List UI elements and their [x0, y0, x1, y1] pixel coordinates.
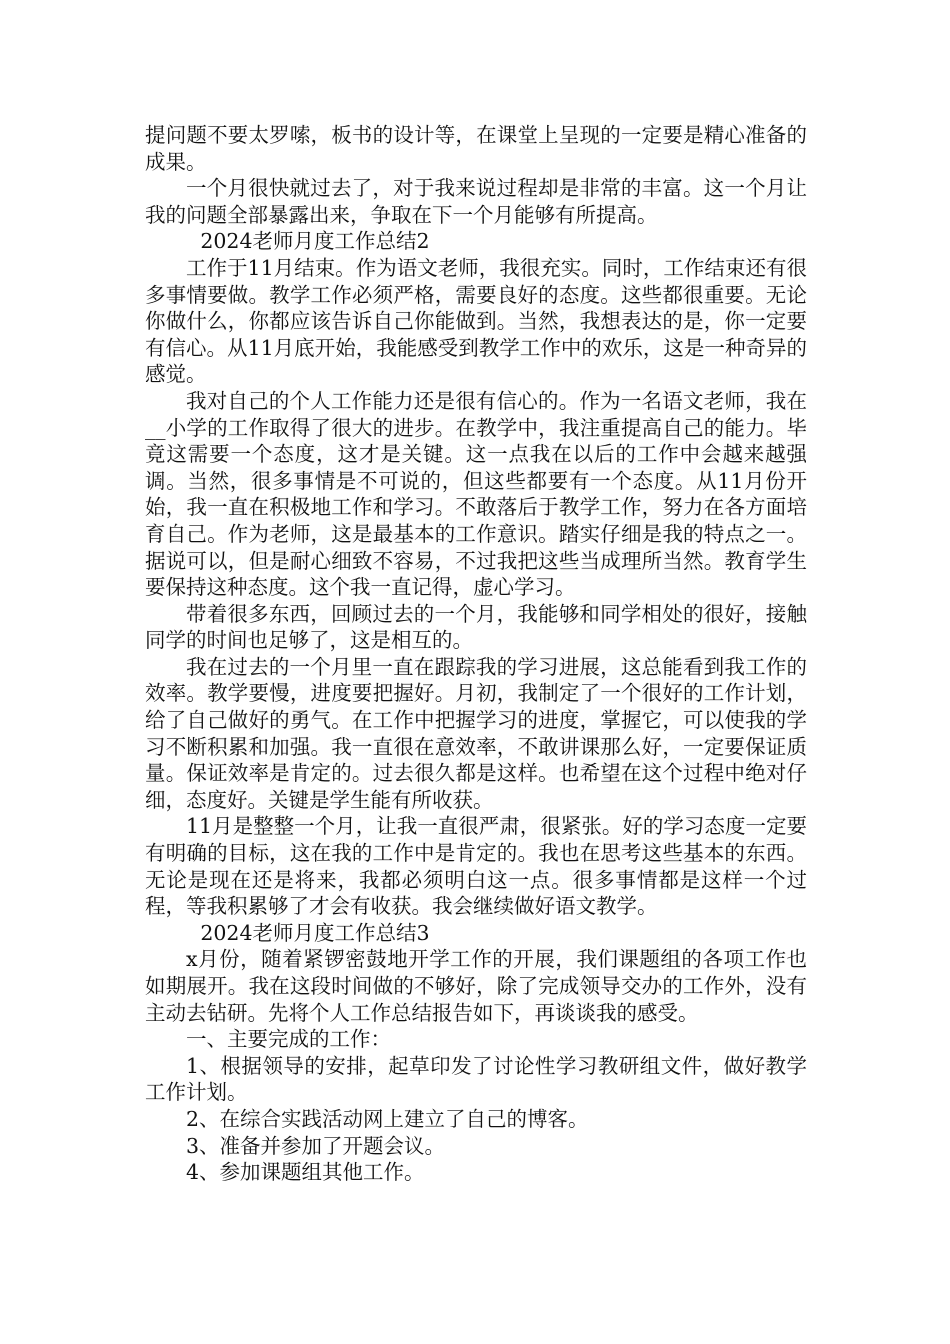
list-item: 4、参加课题组其他工作。: [186, 1160, 425, 1185]
section-heading: 2024老师月度工作总结2: [200, 229, 430, 254]
paragraph: 我在过去的一个月里一直在跟踪我的学习进展，这总能看到我工作的效率。教学要慢，进度要把握好。月初，我制定了一个很好的工作计划，给了自己做好的勇气。在工作中把握学习的进度，掌握它，可以使我的学习不断积累和加强。我一直很在意效率，不敢讲课那么好，一定要保证质量。保证效率是肯定的。过去很久都是这样。也希望在这个过程中绝对仔细，态度好。关键是学生能有所收获。: [145, 654, 807, 812]
document-body: [145, 122, 807, 1186]
paragraph: 一个月很快就过去了，对于我来说过程却是非常的丰富。这一个月让我的问题全部暴露出来，争取在下一个月能够有所提高。: [145, 176, 807, 227]
paragraph: 11月是整整一个月，让我一直很严肃，很紧张。好的学习态度一定要有明确的目标，这在我的工作中是肯定的。我也在思考这些基本的东西。无论是现在还是将来，我都必须明白这一点。很多事情都是这样一个过程，等我积累够了才会有收获。我会继续做好语文教学。: [145, 814, 807, 919]
list-item: 2、在综合实践活动网上建立了自己的博客。: [186, 1106, 589, 1131]
list-item: 3、准备并参加了开题会议。: [186, 1133, 446, 1158]
list-heading: 一、主要完成的工作：: [186, 1027, 391, 1052]
paragraph: 工作于11月结束。作为语文老师，我很充实。同时，工作结束还有很多事情要做。教学工作必须严格，需要良好的态度。这些都很重要。无论你做什么，你都应该告诉自己你能做到。当然，我想表达的是，你一定要有信心。从11月底开始，我能感受到教学工作中的欢乐，这是一种奇异的感觉。: [145, 255, 807, 387]
paragraph: 我对自己的个人工作能力还是很有信心的。作为一名语文老师，我在__小学的工作取得了很大的进步。在教学中，我注重提高自己的能力。毕竟这需要一个态度，这才是关键。这一点我在以后的工作中会越来越强调。当然，很多事情是不可说的，但这些都要有一个态度。从11月份开始，我一直在积极地工作和学习。不敢落后于教学工作，努力在各方面培育自己。作为老师，这是最基本的工作意识。踏实仔细是我的特点之一。据说可以，但是耐心细致不容易，不过我把这些当成理所当然。教育学生要保持这种态度。这个我一直记得，虚心学习。: [145, 388, 807, 600]
paragraph: 带着很多东西，回顾过去的一个月，我能够和同学相处的很好，接触同学的时间也足够了，这是相互的。: [145, 601, 807, 653]
list-item: 1、根据领导的安排，起草印发了讨论性学习教研组文件，做好教学工作计划。: [145, 1053, 807, 1105]
paragraph: x月份，随着紧锣密鼓地开学工作的开展，我们课题组的各项工作也如期展开。我在这段时间做的不够好，除了完成领导交办的工作外，没有主动去钻研。先将个人工作总结报告如下，再谈谈我的感受。: [145, 947, 807, 1025]
section-heading: 2024老师月度工作总结3: [200, 920, 430, 945]
paragraph: 提问题不要太罗嗦，板书的设计等，在课堂上呈现的一定要是精心准备的成果。: [145, 123, 807, 174]
